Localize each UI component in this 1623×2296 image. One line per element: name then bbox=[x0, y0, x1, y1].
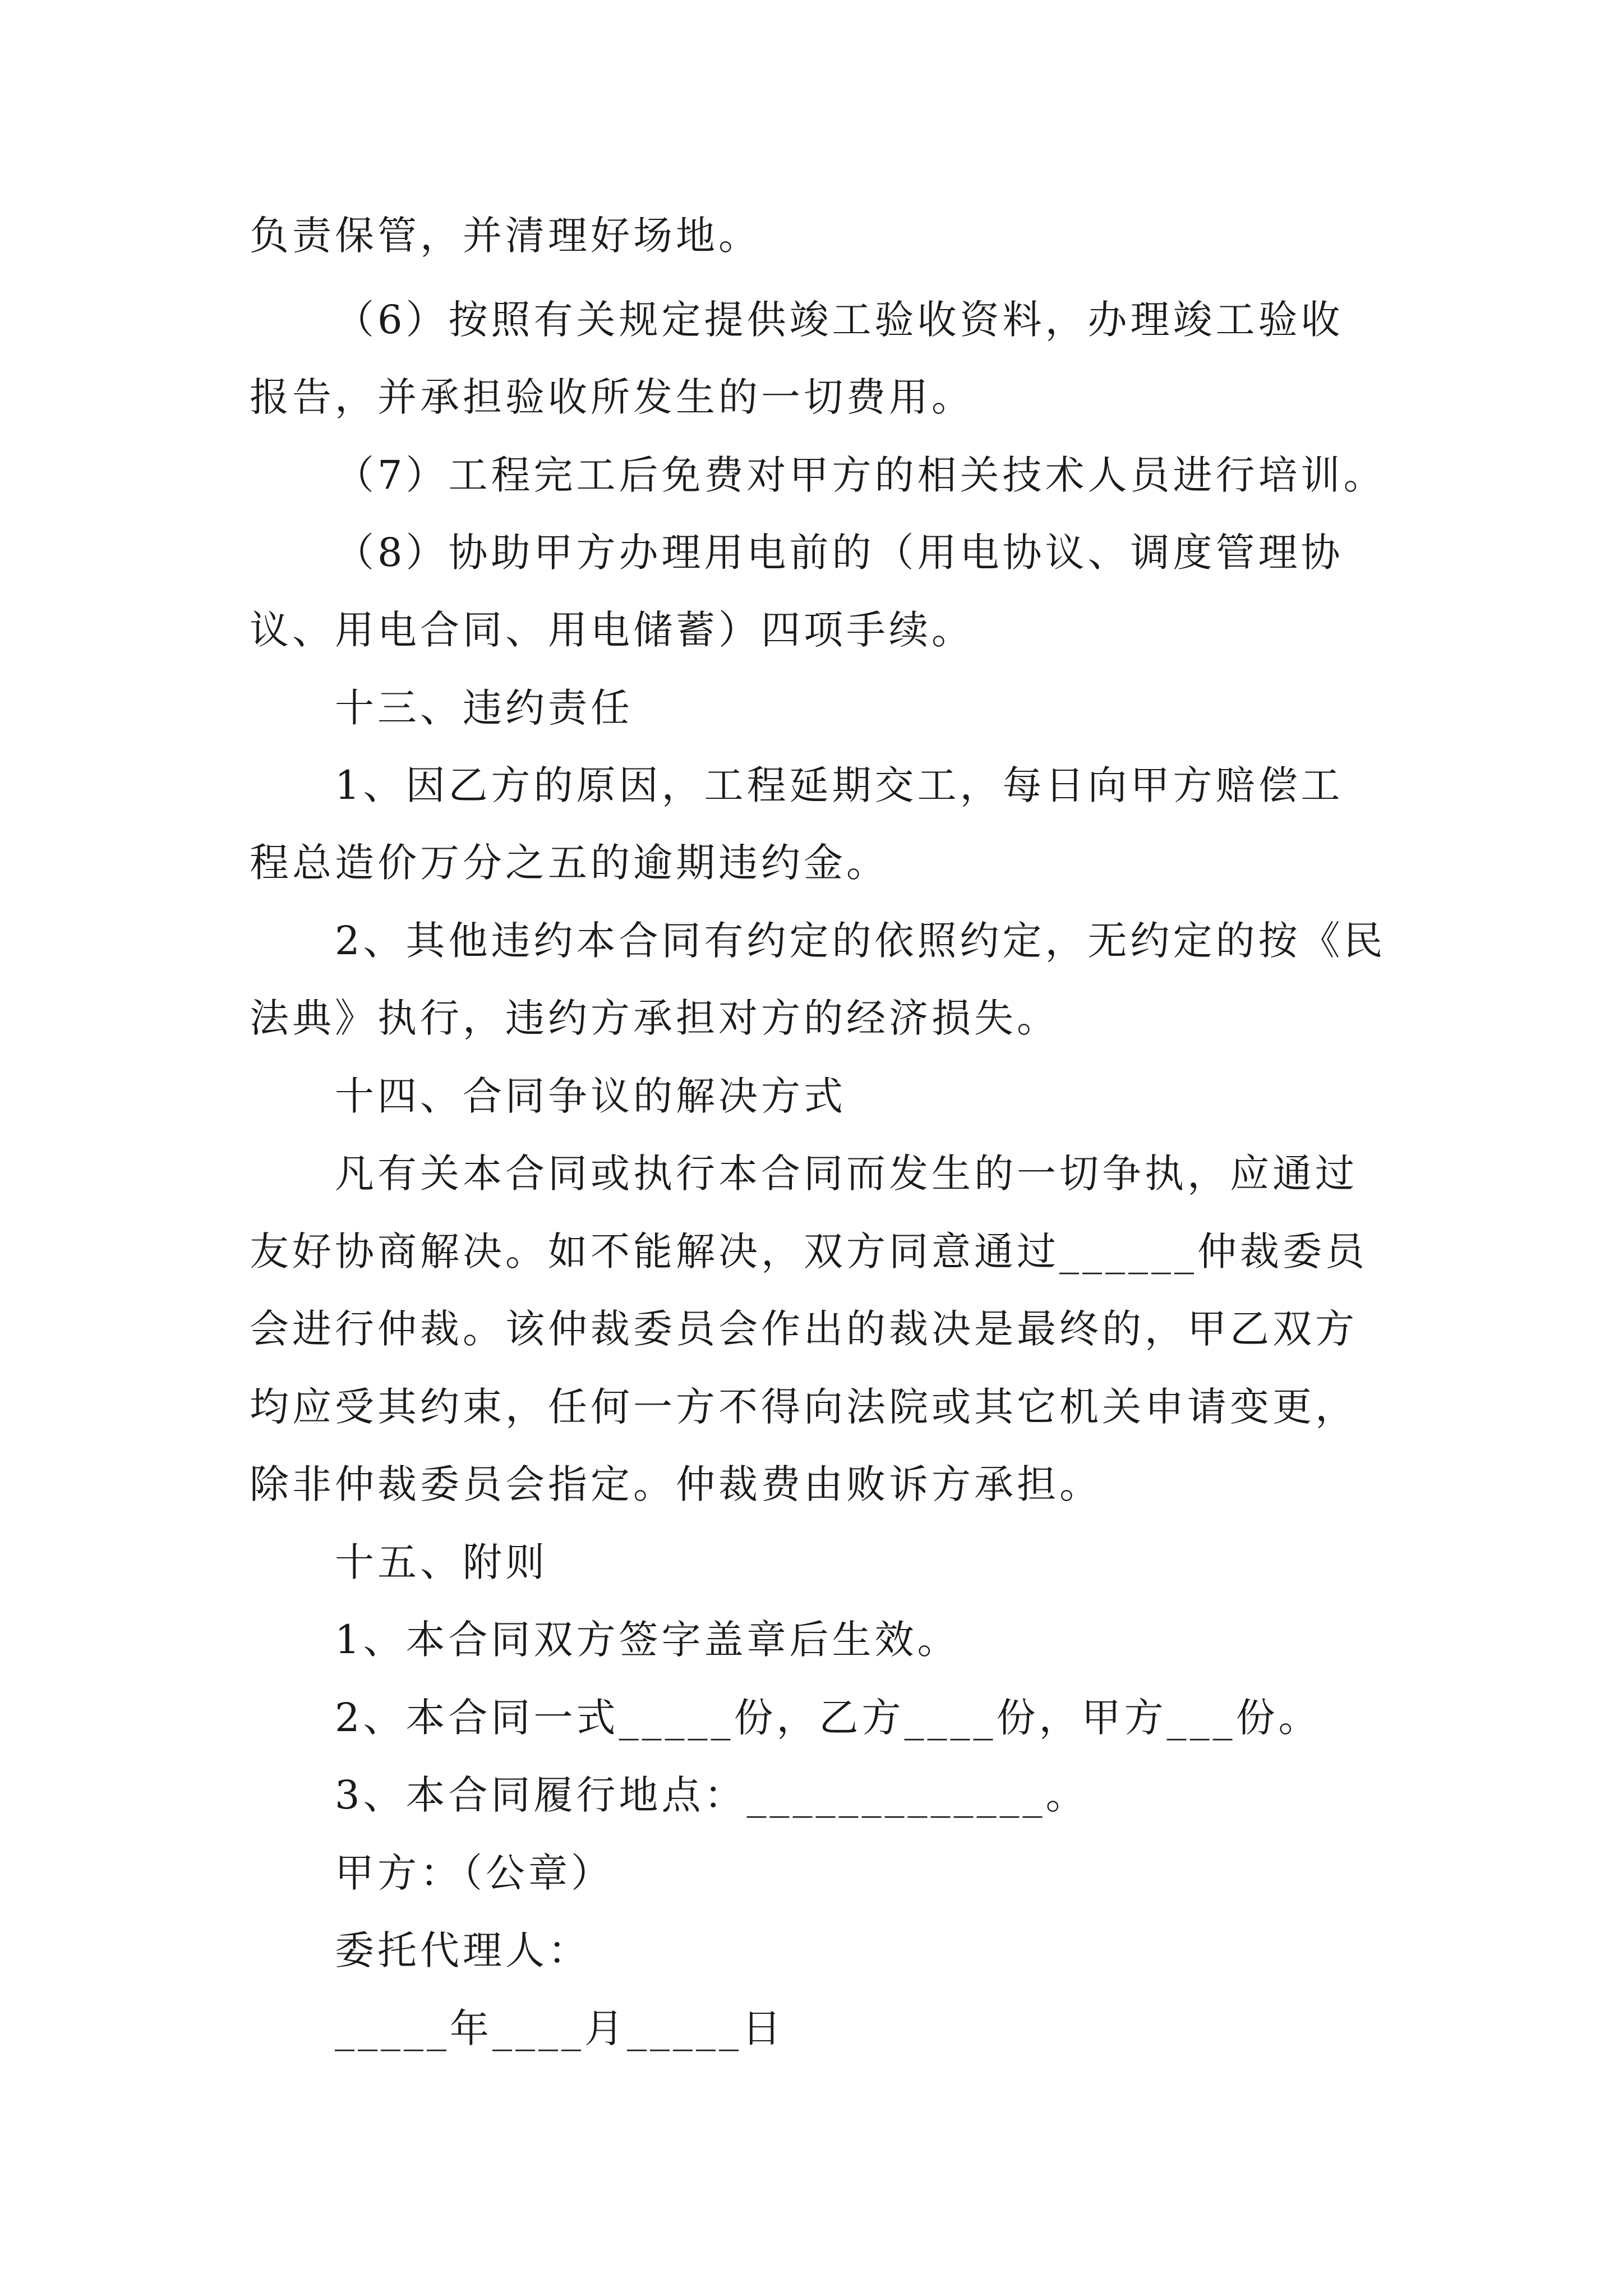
section-heading: 十五、附则 bbox=[335, 1539, 548, 1585]
section-heading: 十四、合同争议的解决方式 bbox=[335, 1073, 846, 1119]
text-line: 2、其他违约本合同有约定的依照约定，无约定的按《民 bbox=[335, 918, 1386, 964]
text-line: 会进行仲裁。该仲裁委员会作出的裁决是最终的，甲乙双方 bbox=[250, 1306, 1358, 1352]
text-line: （6）按照有关规定提供竣工验收资料，办理竣工验收 bbox=[335, 297, 1344, 343]
text-line: 报告，并承担验收所发生的一切费用。 bbox=[250, 374, 974, 420]
signature-date: _____年____月_____日 bbox=[335, 2005, 785, 2051]
text-line: 除非仲裁委员会指定。仲裁费由败诉方承担。 bbox=[250, 1461, 1102, 1507]
signature-agent: 委托代理人： bbox=[335, 1927, 591, 1973]
text-line: 1、因乙方的原因，工程延期交工，每日向甲方赔偿工 bbox=[335, 762, 1344, 808]
text-line: 凡有关本合同或执行本合同而发生的一切争执，应通过 bbox=[335, 1151, 1358, 1197]
signature-party-a: 甲方：（公章） bbox=[335, 1850, 614, 1896]
text-line: 3、本合同履行地点：_____________。 bbox=[335, 1772, 1089, 1818]
text-line: 均应受其约束，任何一方不得向法院或其它机关申请变更， bbox=[250, 1384, 1358, 1430]
text-line: （7）工程完工后免费对甲方的相关技术人员进行培训。 bbox=[335, 452, 1386, 498]
text-line: 1、本合同双方签字盖章后生效。 bbox=[335, 1617, 960, 1663]
text-line: 友好协商解决。如不能解决，双方同意通过______仲裁委员 bbox=[250, 1228, 1368, 1274]
text-line: （8）协助甲方办理用电前的（用电协议、调度管理协 bbox=[335, 530, 1344, 576]
section-heading: 十三、违约责任 bbox=[335, 685, 633, 731]
text-line: 议、用电合同、用电储蓄）四项手续。 bbox=[250, 607, 974, 653]
text-line: 程总造价万分之五的逾期违约金。 bbox=[250, 840, 889, 886]
text-line: 负责保管，并清理好场地。 bbox=[250, 213, 761, 259]
text-line: 法典》执行，违约方承担对方的经济损失。 bbox=[250, 995, 1059, 1041]
text-line: 2、本合同一式_____份，乙方____份，甲方___份。 bbox=[335, 1695, 1321, 1741]
